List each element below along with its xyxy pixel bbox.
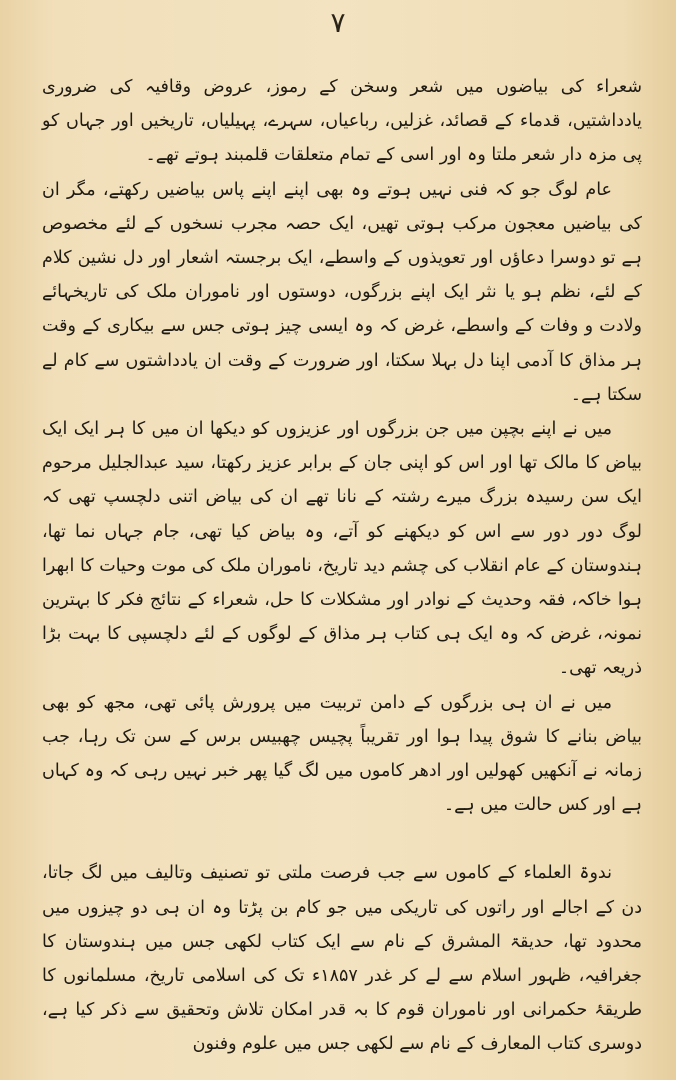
paragraph-3: میں نے اپنے بچپن میں جن بزرگوں اور عزیزوں کو دیکھا ان میں کا ہر ایک ایک بیاض کا مالک تھا اور اس کو اپنی جان کے برابر عزیز رکھتا، سید عبدالجلیل مرحوم ایک سن رسیدہ بزرگ میرے رشتہ کے نانا تھے ان کی بیاض اتنی دلچسپ تھی کہ لوگ دور دور سے اس کو دیکھنے کو آتے، وہ بیاض کیا تھی، جام جہاں نما تھا، ہندوستان کے عام انقلاب کی چشم دید تاریخ، ناموران ملک کی موت وحیات کا ابھرا ہوا خاکہ، فقہ وحدیث کے نوادر اور مشکلات کا حل، شعراء کے نتائج فکر کا بہترین نمونہ، غرض کہ وہ ایک ہی کتاب ہر مذاق کے لوگوں کے لئے دلچسپی کا بہت بڑا ذریعہ تھی۔ xyxy=(42,419,642,679)
page-text xyxy=(42,70,642,1062)
paragraph-4: میں نے ان ہی بزرگوں کے دامن تربیت میں پرورش پائی تھی، مجھ کو بھی بیاض بنانے کا شوق پیدا ہوا اور تقریباً پچیس چھبیس برس کے سن تک رہا، جب زمانہ نے آنکھیں کھولیں اور ادھر کاموں میں لگ گیا پھر خبر نہیں رہی کہ وہ کہاں ہے اور کس حالت میں ہے۔ xyxy=(42,692,642,816)
page-number: ۷ xyxy=(330,6,346,39)
paragraph-2: عام لوگ جو کہ فنی نہیں ہوتے وہ بھی اپنے اپنے پاس بیاضیں رکھتے، مگر ان کی بیاضیں معجون مرکب ہوتی تھیں، ایک حصہ مجرب نسخوں کے لئے مخصوص ہے تو دوسرا دعاؤں اور تعویذوں کے واسطے، ایک برجستہ اشعار اور دل نشین کلام کے لئے، نظم ہو یا نثر ایک اپنے بزرگوں، دوستوں اور ناموران ملک کی تاریخہائے ولادت و وفات کے واسطے، غرض کہ وہ ایسی چیز ہوتی جس سے بیکاری کے وقت ہر مذاق کا آدمی اپنا دل بہلا سکتا، اور ضرورت کے وقت ان یادداشتوں سے کام لے سکتا ہے۔ xyxy=(42,179,642,405)
paragraph-5: ندوۃ العلماء کے کاموں سے جب فرصت ملتی تو تصنیف وتالیف میں لگ جاتا، دن کے اجالے اور راتوں کی تاریکی میں جو کام بن پڑتا وہ ان ہی دو چیزوں میں محدود تھا، حدیقۃ المشرق کے نام سے ایک کتاب لکھی جس میں ہندوستان کا جغرافیہ، ظہور اسلام سے لے کر غدر ۱۸۵۷ء تک کی اسلامی تاریخ، مسلمانوں کا طریقۂ حکمرانی اور ناموران قوم کا بہ قدر امکان تلاش وتحقیق سے ذکر کیا ہے، دوسری کتاب المعارف کے نام سے لکھی جس میں علوم وفنون xyxy=(42,863,642,1055)
paragraph-1: شعراء کی بیاضوں میں شعر وسخن کے رموز، عروض وقافیہ کی ضروری یادداشتیں، قدماء کے قصائد، غزلیں، رباعیاں، سہرے، پہیلیاں، تاریخیں اور جہاں کو پی مزہ دار شعر ملتا وہ اور اسی کے تمام متعلقات قلمبند ہوتے تھے۔ xyxy=(42,77,642,166)
